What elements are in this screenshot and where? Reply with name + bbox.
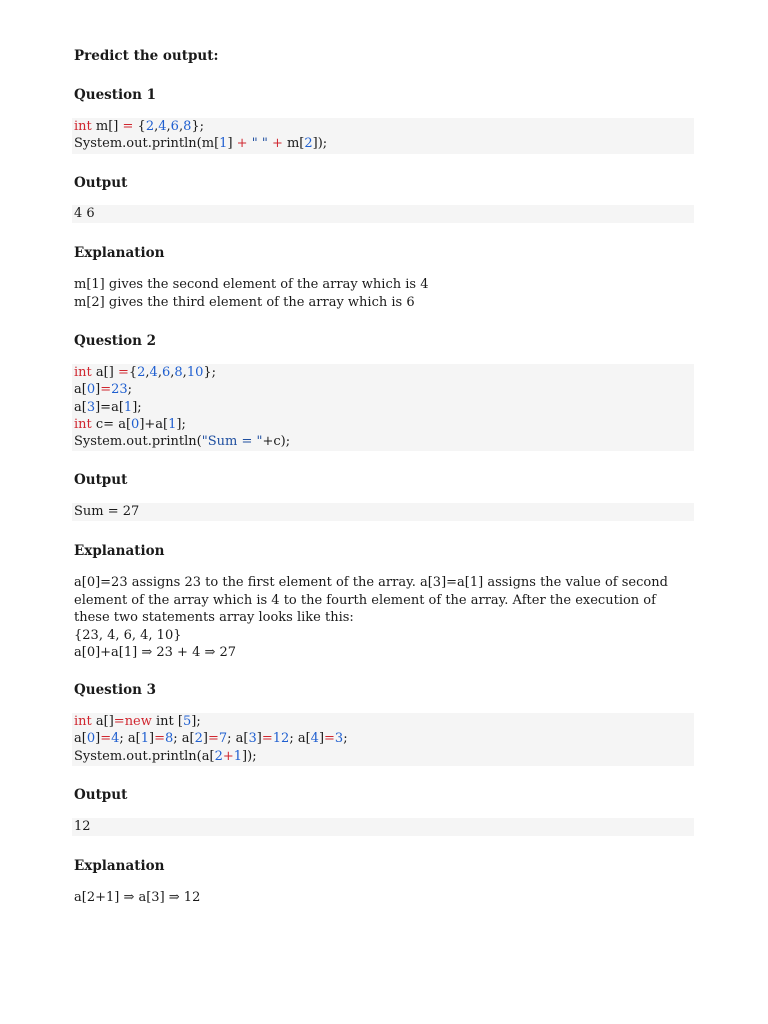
code-token: 3 <box>334 731 344 747</box>
code-token: ] <box>227 136 237 152</box>
question-2-output-heading: Output <box>74 472 128 488</box>
question-1-explanation: m[1] gives the second element of the array which is 4 m[2] gives the third element of the array which is 6 <box>74 277 429 310</box>
code-line <box>74 748 694 765</box>
code-token: a[ <box>74 382 87 398</box>
code-token: a[ <box>74 731 87 747</box>
question-3-explanation: a[2+1] ⇒ a[3] ⇒ 12 <box>74 890 201 905</box>
code-token: ] <box>149 731 155 747</box>
code-token: 10 <box>186 365 204 380</box>
code-token: int <box>74 365 92 380</box>
code-token: }; <box>191 119 205 134</box>
code-line <box>74 713 694 730</box>
code-token: , <box>178 119 184 134</box>
page-title: Predict the output: <box>74 48 219 64</box>
code-token: 4 <box>149 365 158 380</box>
code-token: = <box>100 382 112 398</box>
code-token: = <box>207 731 219 747</box>
code-token: 1 <box>219 136 228 152</box>
code-token: 8 <box>174 365 183 380</box>
code-token: System.out.println( <box>74 434 202 450</box>
code-token: ]; <box>132 399 142 415</box>
code-token: 8 <box>164 731 174 747</box>
code-token: c= a[ <box>91 416 132 432</box>
code-token: , <box>154 119 159 134</box>
code-token: ; a[ <box>173 731 195 747</box>
question-3-code <box>72 713 694 766</box>
code-token: ] <box>202 731 208 747</box>
code-line <box>74 730 694 747</box>
question-2-heading: Question 2 <box>74 333 157 349</box>
code-token: ]=a[ <box>95 399 124 415</box>
question-1-heading: Question 1 <box>74 87 157 103</box>
code-token: 4 <box>158 119 167 134</box>
code-token: 2 <box>304 136 313 152</box>
code-token: 0 <box>131 416 140 432</box>
code-token: = <box>261 731 273 747</box>
code-token: , <box>170 365 175 380</box>
code-token: ; a[ <box>227 731 249 747</box>
code-token: System.out.println(a[ <box>74 748 215 764</box>
code-token: 8 <box>183 119 192 134</box>
code-token: , <box>145 365 150 380</box>
code-token: ] <box>95 731 101 747</box>
code-line <box>74 118 694 135</box>
code-token: ; <box>343 731 348 747</box>
code-token: 3 <box>248 731 257 747</box>
code-token: int <box>74 714 92 729</box>
question-1-output-heading: Output <box>74 175 128 191</box>
code-token: int <box>74 416 92 432</box>
code-token: 0 <box>86 382 96 398</box>
code-token: = <box>122 119 134 134</box>
code-token: int <box>74 119 92 134</box>
code-token: ] <box>318 731 325 747</box>
code-token: , <box>157 365 162 380</box>
question-3-output: 12 <box>72 818 694 836</box>
code-token: a[] <box>91 365 118 380</box>
code-line <box>74 399 694 416</box>
code-token: 0 <box>86 731 96 747</box>
question-1-output: 4 6 <box>72 205 694 223</box>
code-token: 1 <box>233 748 243 764</box>
code-token: 4 <box>111 731 120 747</box>
code-token: ; a[ <box>289 731 311 747</box>
question-1-code <box>72 118 694 154</box>
code-token: System.out.println(m[ <box>74 136 220 152</box>
code-token: 2 <box>214 748 223 764</box>
code-token: ]+a[ <box>139 416 169 432</box>
code-token: 1 <box>123 399 133 415</box>
code-token: =new <box>113 714 152 729</box>
code-token: + <box>236 136 248 152</box>
code-token: ]; <box>176 416 186 432</box>
code-token: = <box>100 731 112 747</box>
code-token: ]); <box>242 748 257 764</box>
code-token: int [ <box>151 714 183 729</box>
code-token: ]); <box>312 136 328 152</box>
code-token: 7 <box>218 731 228 747</box>
code-token: 2 <box>137 365 146 380</box>
code-token: , <box>166 119 171 134</box>
code-token: ] <box>95 382 101 398</box>
code-token: a[] <box>91 714 114 729</box>
code-token: = <box>117 365 129 380</box>
code-token: ; a[ <box>119 731 141 747</box>
question-2-explanation: a[0]=23 assigns 23 to the first element of the array. a[3]=a[1] assigns the value of second element of the array which is 4 to the fourth element of the array. After the execution of these two statements array looks like this: {23, 4, 6, 4, 10} a[0]+a[1] ⇒ 23 + 4 ⇒ 27 <box>74 575 668 660</box>
question-2-explanation-heading: Explanation <box>74 543 165 559</box>
code-token: ] <box>256 731 262 747</box>
code-token: + <box>271 136 283 152</box>
code-token: + <box>222 748 234 764</box>
code-token: m[ <box>282 136 305 152</box>
code-token: = <box>324 731 335 747</box>
question-2-output: Sum = 27 <box>72 503 694 521</box>
question-2-code <box>72 364 694 451</box>
code-token: ]; <box>191 714 201 729</box>
code-token: }; <box>203 365 217 380</box>
code-token: , <box>182 365 187 380</box>
code-token: m[] <box>91 119 123 134</box>
code-token: 6 <box>170 119 179 134</box>
code-token: 1 <box>140 731 149 747</box>
code-token: 5 <box>182 714 192 729</box>
question-3-explanation-heading: Explanation <box>74 858 165 874</box>
question-1-explanation-heading: Explanation <box>74 245 165 261</box>
code-token: 2 <box>145 119 155 134</box>
code-token: " " <box>251 136 268 152</box>
code-token: { <box>133 119 146 134</box>
code-token: 2 <box>194 731 203 747</box>
code-token: a[ <box>74 399 87 415</box>
code-line <box>74 364 694 381</box>
code-line <box>74 416 694 433</box>
code-token: = <box>154 731 165 747</box>
code-token: 4 <box>310 731 319 747</box>
question-3-output-heading: Output <box>74 787 128 803</box>
code-token: 3 <box>86 399 96 415</box>
code-line <box>74 381 694 398</box>
code-line <box>74 433 694 450</box>
code-token: { <box>128 365 138 380</box>
code-line <box>74 135 694 152</box>
code-token: "Sum = " <box>201 434 263 450</box>
code-token: 12 <box>272 731 290 747</box>
code-token: 1 <box>168 416 177 432</box>
code-token: +c); <box>262 434 291 450</box>
code-token: 6 <box>161 365 171 380</box>
code-token: 23 <box>111 382 128 398</box>
question-3-heading: Question 3 <box>74 682 157 698</box>
code-token: ; <box>127 382 133 398</box>
